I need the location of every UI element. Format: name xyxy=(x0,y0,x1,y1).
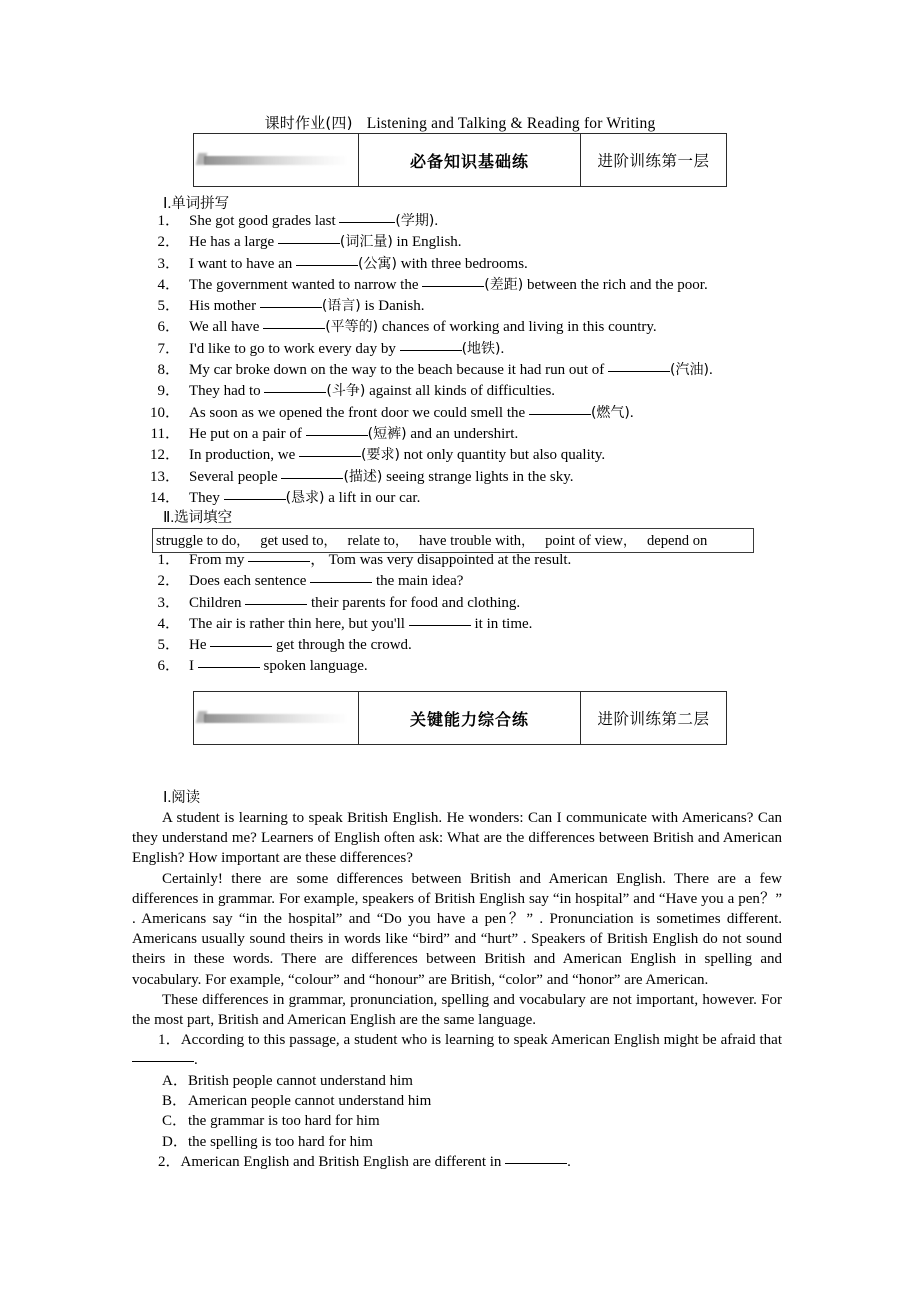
question-text xyxy=(180,381,555,402)
section-dot-1: . xyxy=(167,196,172,212)
question-number: 14． xyxy=(150,489,181,506)
question-number: 2． xyxy=(157,573,180,590)
question-text-after-blank: between the rich and the poor. xyxy=(523,276,708,293)
question-text-after-blank: ， Tom was very disappointed at the result. xyxy=(310,552,572,568)
question-number: 5． xyxy=(157,637,180,654)
answer-blank[interactable] xyxy=(608,371,670,372)
chinese-hint: (地铁) xyxy=(461,340,501,357)
question-line xyxy=(150,339,790,360)
worksheet-title-cn: 课时作业(四) xyxy=(264,114,353,132)
word-bank-item: have trouble with xyxy=(418,533,522,549)
banner-right-label-1: 进阶训练第一层 xyxy=(597,152,710,170)
question-line xyxy=(150,424,790,445)
question-number: 1． xyxy=(157,552,180,568)
answer-blank[interactable] xyxy=(306,435,368,436)
question-text xyxy=(180,339,504,360)
question-text-before-blank: Children xyxy=(189,594,246,611)
reading-option[interactable] xyxy=(132,1132,782,1152)
question-line xyxy=(150,467,790,488)
question-number: 11． xyxy=(150,425,180,442)
question-number: 10． xyxy=(150,404,181,421)
question-text-before-blank: She got good grades last xyxy=(189,213,340,229)
question-line xyxy=(150,488,790,509)
section-roman-3: Ⅰ xyxy=(163,790,168,806)
question-text-after-blank: against all kinds of difficulties. xyxy=(365,383,556,400)
reading-option-label: B． xyxy=(162,1093,188,1110)
question-text-after-blank: not only quantity but also quality. xyxy=(399,447,606,464)
answer-blank[interactable] xyxy=(505,1163,567,1164)
reading-option[interactable] xyxy=(132,1071,782,1091)
section-roman-1: Ⅰ xyxy=(163,196,168,212)
question-text-after-blank: with three bedrooms. xyxy=(396,255,528,272)
banner-logo-cell xyxy=(194,134,359,186)
banner-right-label-2: 进阶训练第二层 xyxy=(597,710,710,728)
chinese-hint: (词汇量) xyxy=(339,234,393,251)
chinese-hint: (汽油) xyxy=(670,362,709,379)
question-text-after-blank: it in time. xyxy=(470,615,533,632)
question-text-before-blank: Does each sentence xyxy=(189,573,311,590)
word-bank-separator: ， xyxy=(394,534,408,549)
question-line xyxy=(150,445,790,466)
question-line xyxy=(150,571,790,592)
question-text-before-blank: My car broke down on the way to the beach because it had run out of xyxy=(189,362,609,379)
redacted-logo-strip xyxy=(204,156,347,165)
answer-blank[interactable] xyxy=(299,456,361,457)
question-number: 8． xyxy=(157,362,180,379)
answer-blank[interactable] xyxy=(263,328,325,329)
question-text xyxy=(180,467,574,488)
word-bank-item: get used to xyxy=(260,533,324,549)
chinese-hint: (燃气) xyxy=(590,404,630,421)
chinese-hint: (语言) xyxy=(321,298,361,315)
question-text-before-blank: I xyxy=(189,658,198,675)
question-number: 5． xyxy=(157,298,180,315)
redacted-logo-strip xyxy=(204,714,347,723)
reading-option-text: American people cannot understand him xyxy=(188,1093,432,1110)
question-text xyxy=(180,614,532,635)
question-text-before-blank: We all have xyxy=(189,319,264,336)
question-number: 4． xyxy=(157,276,180,293)
reading-option-text: British people cannot understand him xyxy=(188,1072,413,1089)
question-text-after-blank: spoken language. xyxy=(259,658,368,675)
question-text-before-blank: They xyxy=(189,489,224,506)
reading-question-stem-end: . xyxy=(194,1052,198,1069)
question-text-after-blank: the main idea? xyxy=(372,573,464,590)
question-number: 13． xyxy=(150,468,181,485)
question-text-after-blank: chances of working and living in this country. xyxy=(378,319,657,336)
reading-question-stem: American English and British English are different in xyxy=(180,1154,506,1171)
section-heading-reading xyxy=(163,786,200,807)
passage-paragraph: A student is learning to speak British English. He wonders: Can I communicate with Americans? Can they understand me? Learners of English often ask: What are the differences between British and American English? How important are these differences? xyxy=(132,810,782,867)
chinese-hint: (要求) xyxy=(360,447,400,464)
reading-passage xyxy=(132,808,782,1172)
question-text xyxy=(180,232,462,253)
question-number: 2． xyxy=(157,234,180,251)
question-text xyxy=(180,403,634,424)
reading-question-number: 2． xyxy=(158,1154,181,1171)
chinese-hint: (恳求) xyxy=(285,489,325,506)
question-line xyxy=(150,232,790,253)
word-bank-separator: ， xyxy=(323,534,337,549)
question-line xyxy=(150,656,790,677)
banner-logo-cell xyxy=(194,692,359,744)
reading-option-text: the grammar is too hard for him xyxy=(188,1113,380,1130)
answer-blank[interactable] xyxy=(278,243,340,244)
question-text-before-blank: From my xyxy=(189,552,249,568)
banner-center-label-1: 必备知识基础练 xyxy=(359,134,581,186)
question-line xyxy=(150,254,790,275)
question-number: 3． xyxy=(157,255,180,272)
worksheet-title-en: Listening and Talking & Reading for Writing xyxy=(366,115,656,132)
question-line xyxy=(150,635,790,656)
reading-option[interactable] xyxy=(132,1111,782,1131)
banner-center-label-2: 关键能力综合练 xyxy=(359,692,581,744)
reading-question-number: 1． xyxy=(158,1032,181,1049)
question-line xyxy=(150,360,790,381)
reading-option-label: C． xyxy=(162,1113,188,1130)
question-line xyxy=(150,317,790,338)
section-dot-2: . xyxy=(170,510,175,526)
question-text-before-blank: He has a large xyxy=(189,234,278,251)
question-text-before-blank: In production, we xyxy=(189,447,299,464)
question-text-before-blank: The government wanted to narrow the xyxy=(189,276,423,293)
reading-option[interactable] xyxy=(132,1091,782,1111)
question-text-before-blank: The air is rather thin here, but you'll xyxy=(189,615,409,632)
question-number: 6． xyxy=(157,319,180,336)
answer-blank[interactable] xyxy=(245,604,307,605)
question-text xyxy=(180,275,708,296)
section-heading-cn-2: 选词填空 xyxy=(174,510,233,526)
section-dot-3: . xyxy=(167,790,172,806)
answer-blank[interactable] xyxy=(224,499,286,500)
question-line xyxy=(150,403,790,424)
passage-paragraph: Certainly! there are some differences between British and American English. There are a few differences in grammar. For example, speakers of British English say “in hospital” and “Have you a pen？” . Americans say “in the hospital” and “Do you have a pen？” . Pronunciation is sometimes different. Americans usually sound theirs in words like “bird” and “hurt” . Speakers of British English do not sound theirs in these words. There are differences between British and American English in spelling and vocabulary. For example, “colour” and “honour” are British, “color” and “honor” are American. xyxy=(132,870,782,988)
reading-question xyxy=(132,1030,782,1070)
section-heading-cn-1: 单词拼写 xyxy=(171,196,230,212)
question-number: 7． xyxy=(157,340,180,357)
question-text-after-blank: . xyxy=(434,213,439,229)
question-text-after-blank: in English. xyxy=(392,234,462,251)
question-text-before-blank: They had to xyxy=(189,383,265,400)
word-bank-item: depend on xyxy=(646,533,708,549)
question-text-before-blank: He put on a pair of xyxy=(189,425,306,442)
section-heading-wordfill xyxy=(163,506,232,527)
word-bank-item: relate to xyxy=(347,533,395,549)
question-number: 12． xyxy=(150,447,181,464)
answer-blank[interactable] xyxy=(260,307,322,308)
question-line xyxy=(150,275,790,296)
question-text-after-blank: is Danish. xyxy=(360,298,425,315)
answer-blank[interactable] xyxy=(198,667,260,668)
answer-blank[interactable] xyxy=(409,625,471,626)
question-text xyxy=(180,424,518,445)
reading-question-stem-end: . xyxy=(567,1154,571,1171)
answer-blank[interactable] xyxy=(248,561,310,562)
question-text-after-blank: their parents for food and clothing. xyxy=(307,594,521,611)
answer-blank[interactable] xyxy=(310,582,372,583)
question-line xyxy=(150,550,790,571)
question-number: 3． xyxy=(157,594,180,611)
question-text-before-blank: As soon as we opened the front door we could smell the xyxy=(189,404,529,421)
worksheet-title xyxy=(0,112,920,133)
question-number: 6． xyxy=(157,658,180,675)
wordfill-question-list xyxy=(150,550,790,678)
question-line xyxy=(150,296,790,317)
question-text xyxy=(180,445,605,466)
answer-blank[interactable] xyxy=(132,1061,194,1062)
chinese-hint: (斗争) xyxy=(326,383,366,400)
answer-blank[interactable] xyxy=(529,414,591,415)
question-text xyxy=(180,317,657,338)
reading-option-label: A． xyxy=(162,1072,188,1089)
reading-option-text: the spelling is too hard for him xyxy=(188,1133,373,1150)
question-text xyxy=(180,550,571,571)
answer-blank[interactable] xyxy=(281,478,343,479)
question-text xyxy=(180,360,713,381)
question-line xyxy=(150,211,790,232)
answer-blank[interactable] xyxy=(400,350,462,351)
word-bank-item: struggle to do xyxy=(156,533,237,549)
answer-blank[interactable] xyxy=(264,392,326,393)
answer-blank[interactable] xyxy=(422,286,484,287)
chinese-hint: (平等的) xyxy=(325,319,379,336)
word-bank-separator: ， xyxy=(521,534,535,549)
chinese-hint: (学期) xyxy=(395,213,435,229)
question-text-after-blank: a lift in our car. xyxy=(324,489,421,506)
passage-paragraph: These differences in grammar, pronunciation, spelling and vocabulary are not important, however. For the most part, British and American English are the same language. xyxy=(132,991,782,1029)
question-text-before-blank: I want to have an xyxy=(189,255,297,272)
question-text-after-blank: get through the crowd. xyxy=(272,637,412,654)
question-text-after-blank: . xyxy=(500,340,505,357)
chinese-hint: (差距) xyxy=(484,276,524,293)
question-text xyxy=(180,593,520,614)
banner-basic-knowledge xyxy=(193,133,727,187)
question-number: 9． xyxy=(157,383,180,400)
section-heading-cn-3: 阅读 xyxy=(171,790,201,806)
question-line xyxy=(150,381,790,402)
answer-blank[interactable] xyxy=(210,646,272,647)
question-text-after-blank: . xyxy=(629,404,634,421)
question-text-before-blank: I'd like to go to work every day by xyxy=(189,340,400,357)
spelling-question-list xyxy=(150,211,790,509)
banner-key-ability xyxy=(193,691,727,745)
question-text-before-blank: His mother xyxy=(189,298,260,315)
question-text xyxy=(180,656,368,677)
question-text xyxy=(180,296,425,317)
question-line xyxy=(150,614,790,635)
reading-question-stem: According to this passage, a student who is learning to speak American English might be afraid that xyxy=(180,1032,782,1049)
question-text xyxy=(180,635,412,656)
question-text-after-blank: seeing strange lights in the sky. xyxy=(382,468,574,485)
word-bank-item: point of view xyxy=(545,533,623,549)
word-bank-separator: ， xyxy=(236,534,250,549)
section-roman-2: Ⅱ xyxy=(163,510,171,526)
reading-question xyxy=(132,1152,782,1172)
question-text-before-blank: Several people xyxy=(189,468,282,485)
section-heading-spelling xyxy=(163,192,229,213)
reading-option-label: D． xyxy=(162,1133,188,1150)
question-text xyxy=(180,211,438,232)
question-line xyxy=(150,593,790,614)
question-text-after-blank: and an undershirt. xyxy=(406,425,519,442)
question-text xyxy=(180,254,528,275)
chinese-hint: (公寓) xyxy=(358,255,397,272)
question-number: 1． xyxy=(157,213,180,229)
chinese-hint: (短裤) xyxy=(367,425,407,442)
chinese-hint: (描述) xyxy=(343,468,383,485)
question-text-before-blank: He xyxy=(189,637,211,654)
answer-blank[interactable] xyxy=(296,265,358,266)
question-number: 4． xyxy=(157,615,180,632)
question-text-after-blank: . xyxy=(708,362,713,379)
word-bank-separator: ， xyxy=(622,534,636,549)
question-text xyxy=(180,571,463,592)
answer-blank[interactable] xyxy=(339,222,395,223)
